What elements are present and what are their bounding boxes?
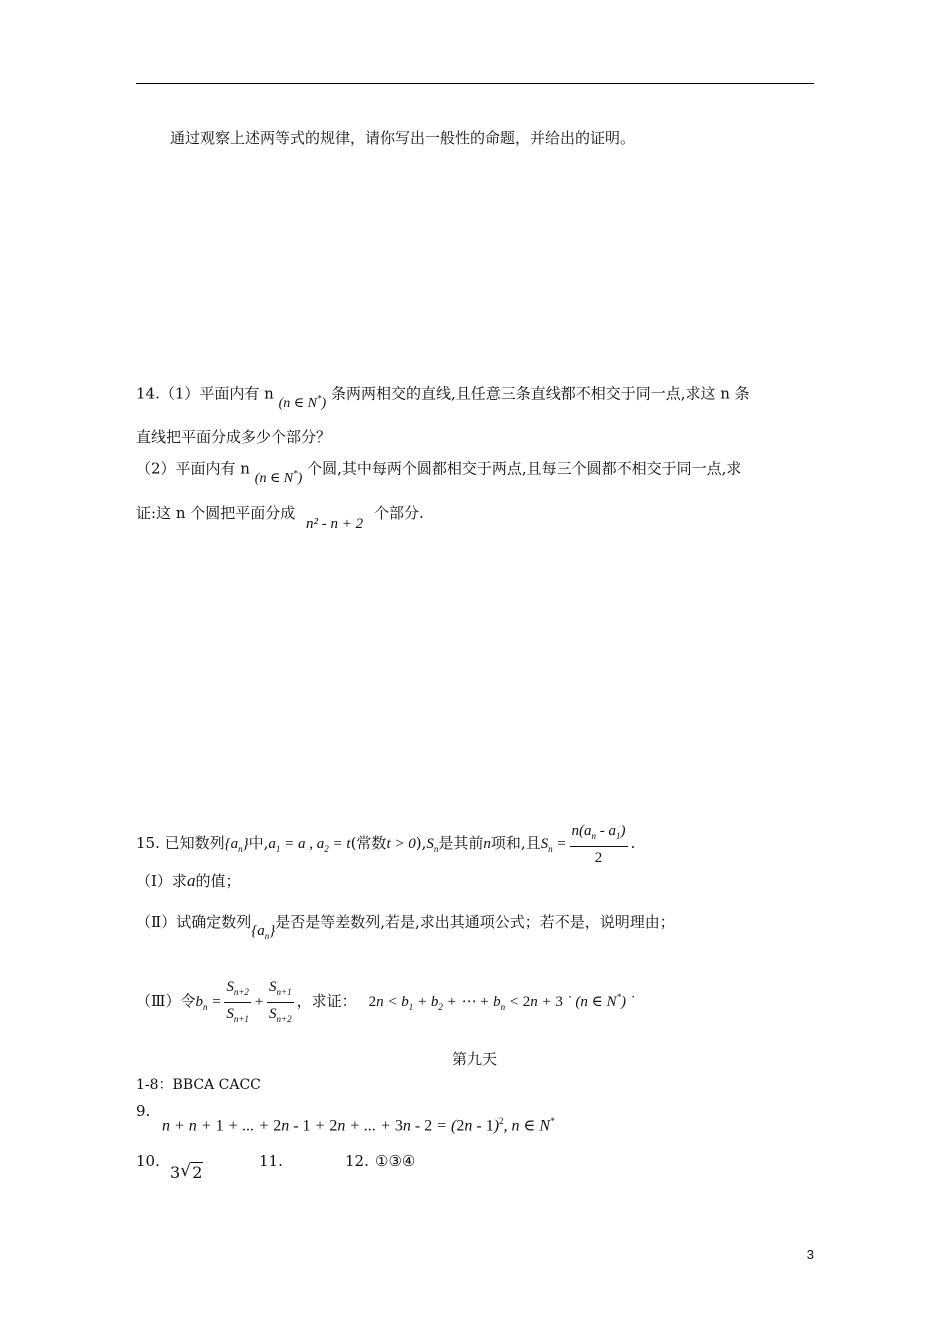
q15-first: 是其前 [438,833,484,852]
q15-period: . [630,833,636,852]
q14-part1-line2: 直线把平面分成多少个部分？ [136,428,332,446]
q15-inequality: $2n < b_1 + b_2$ + ⋯ + $b_n < 2n + 3$ ˙ (n ∈ N*) ˙ [368,992,635,1012]
q15-close: ), [415,833,427,852]
q15-part3: （Ⅲ）令$b_n$ = $\frac{S_{n+2}}{S_{n+1}}$ + $\frac{S_{n+1}}{S_{n+2}}$ ，求证： $2n < b_1 + b_2$ + ⋯ + $b_n < 2n + 3$ ˙ (n ∈ N*) ˙ [136,978,635,1024]
q14-part2-line2 [136,503,424,532]
q14-part1-line1 [136,380,750,411]
header-rule [136,83,814,84]
q15-part2: （Ⅱ）试确定数列$\{a_n\}$是否是等差数列,若是,求出其通项公式；若不是，说明理由； [136,913,675,941]
answer-9-formula: n + n + 1 + ... + 2n - 1 + 2n + ... + 3n - 2 = (2n - 1)$^2$, n ∈ N* [162,1116,555,1135]
answer-10-label: 10. [136,1152,160,1170]
q14-part2-prefix: （2）平面内有 n [136,459,250,478]
q15-a1: $a_1 = a$ , $a_2 = t$ [268,835,351,854]
q14-part2-line1 [136,455,742,486]
answer-11-label: 11. [259,1152,283,1170]
q15-sn: $S_n$ [426,835,439,854]
answer-12-label: 12. [345,1152,369,1170]
answer-10-value: 3 √ 2 [170,1161,203,1182]
q14-part2-text: 个圆,其中每两个圆都相交于两点,且每三个圆都不相交于同一点,求 [307,459,742,478]
q15-t-positive: t > 0 [386,835,416,852]
q15-sum: 项和,且 [490,833,541,852]
page-number: 3 [806,1247,814,1262]
q14-part2-suffix: 个部分. [373,504,424,522]
q14-part1-prefix: 14.（1）平面内有 n [136,384,274,403]
q15-in: 中, [248,833,269,852]
q14-part2-expression: n² - n + 2 [306,516,364,532]
answer-12-value: ①③④ [375,1152,416,1170]
q14-part2-prefix2: 证:这 n 个圆把平面分成 [136,504,296,522]
answer-9-label: 9. [136,1102,151,1120]
q14-part1-condition: (n ∈ N*) [278,393,327,411]
q14-part1-text: 条两两相交的直线,且任意三条直线都不相交于同一点,求这 n 条 [330,384,750,403]
q15-prefix: 15. 已知数列 [136,833,225,852]
intro-text: 通过观察上述两等式的规律，请你写出一般性的命题，并给出的证明。 [170,129,636,147]
q15-part2-sequence: $\{a_n\}$ [251,923,276,941]
q15-n: n [483,835,491,852]
answer-1-8: 1-8：BBCA CACC [136,1077,261,1093]
q14-part2-condition: (n ∈ N*) [254,468,303,486]
q15-sequence: $\{a_n\}$ [224,835,249,854]
q15-line1 [136,822,635,869]
day-title: 第九天 [452,1050,498,1068]
q15-part1-a: a [186,871,196,890]
q15-sn-formula: $S_n$ = $\frac{n(a_n - a_1)}{2}$ [540,823,626,866]
q15-const: (常数 [350,833,387,852]
q15-bn-definition: $b_n$ = $\frac{S_{n+2}}{S_{n+1}}$ + $\frac{S_{n+1}}{S_{n+2}}$ [195,978,292,1024]
q15-part1: （Ⅰ）求a的值； [136,871,241,890]
